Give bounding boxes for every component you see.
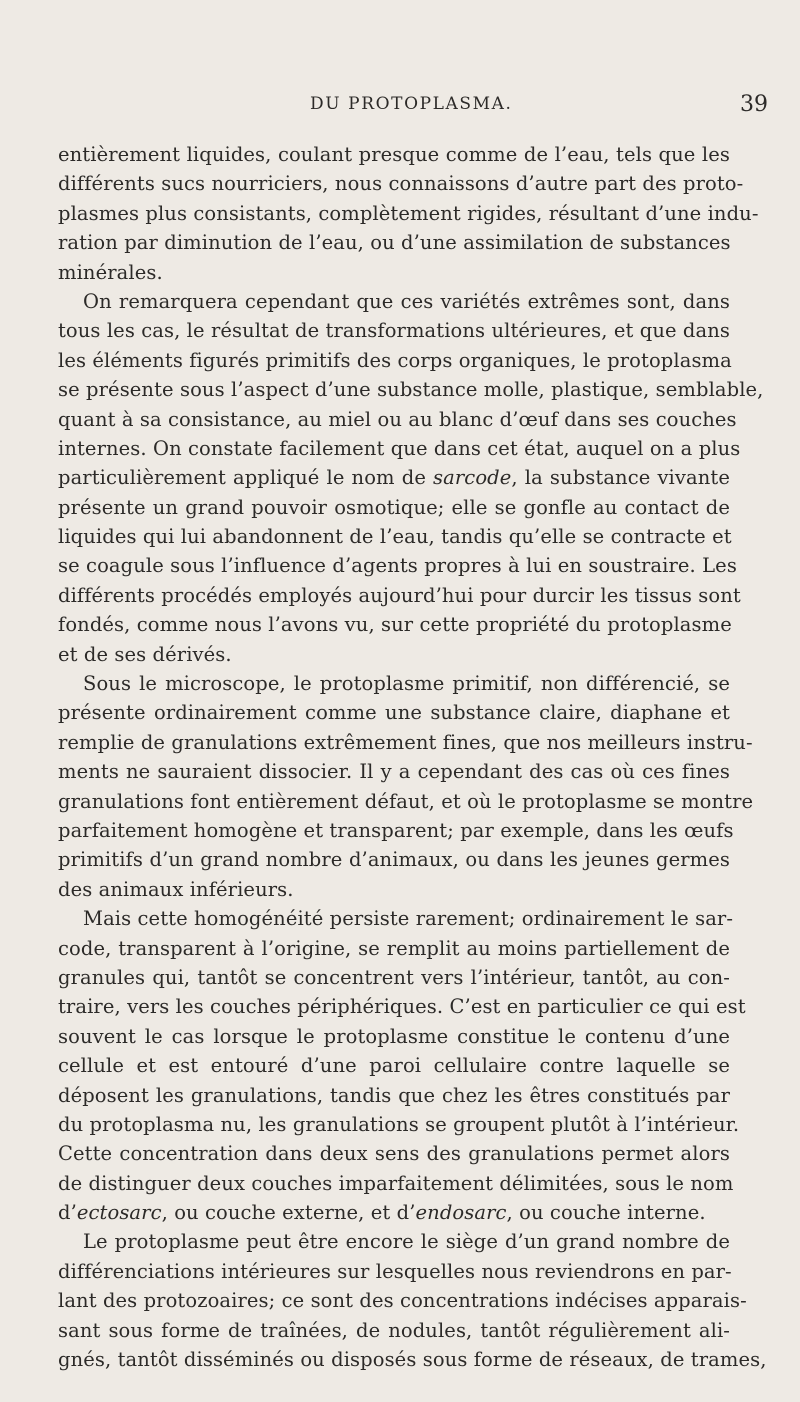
text-line: se présente sous l’aspect d’une substance molle, plastique, semblable, [58, 378, 764, 402]
text-line: parfaitement homogène et transparent; par exemple, dans les œufs [58, 818, 734, 842]
italic-term-sarcode: sarcode [433, 466, 512, 490]
text-line: différenciations intérieures sur lesquelles nous reviendrons en par- [58, 1259, 732, 1283]
text-line: quant à sa consistance, au miel ou au blanc d’œuf dans ses couches [58, 407, 737, 431]
text-line-with-italic [58, 463, 730, 492]
text-line: lant des protozoaires; ce sont des concentrations indécises apparais- [58, 1289, 747, 1313]
text-line: différents sucs nourriciers, nous connaissons d’autre part des proto- [58, 172, 744, 196]
text-line: granules qui, tantôt se concentrent vers l’intérieur, tantôt, au con- [58, 965, 730, 989]
text-line: gnés, tantôt disséminés ou disposés sous forme de réseaux, de trames, [58, 1348, 767, 1372]
text-line: traire, vers les couches périphériques. C’est en particulier ce qui est [58, 995, 746, 1019]
text-line: déposent les granulations, tandis que chez les êtres constitués par [58, 1083, 730, 1107]
paragraph-1 [58, 140, 759, 287]
text-line: Cette concentration dans deux sens des granulations permet alors [58, 1142, 730, 1166]
body-text [58, 140, 767, 1374]
text-line: primitifs d’un grand nombre d’animaux, ou dans les jeunes germes [58, 848, 730, 872]
text-line: et de ses dérivés. [58, 642, 232, 666]
text-line: ration par diminution de l’eau, ou d’une assimilation de substances [58, 231, 731, 255]
text-line: entièrement liquides, coulant presque comme de l’eau, tels que les [58, 143, 730, 166]
italic-term-endosarc: endosarc [415, 1201, 507, 1225]
text-line-with-italic [58, 1198, 730, 1227]
text-line: les éléments figurés primitifs des corps organiques, le protoplasma [58, 348, 732, 372]
text-line: remplie de granulations extrêmement fines, que nos meilleurs instru- [58, 730, 753, 754]
text-line: ments ne sauraient dissocier. Il y a cependant des cas où ces fines [58, 760, 730, 784]
line-text: d’ [58, 1201, 77, 1225]
paragraph-4 [58, 904, 746, 1227]
page-number: 39 [740, 92, 768, 117]
running-title: DU PROTOPLASMA. [310, 94, 513, 114]
text-line: différents procédés employés aujourd’hui pour durcir les tissus sont [58, 583, 741, 607]
paragraph-2 [58, 287, 764, 669]
running-header [0, 92, 800, 122]
text-line: code, transparent à l’origine, se remplit au moins partiellement de [58, 936, 730, 960]
text-line: souvent le cas lorsque le protoplasme constitue le contenu d’une [58, 1024, 730, 1048]
line-text: , la substance vivante [511, 466, 730, 490]
text-line: Mais cette homogénéité persiste rarement; ordinairement le sar- [83, 907, 734, 931]
italic-term-ectosarc: ectosarc [76, 1201, 162, 1225]
text-line: présente ordinairement comme une substance claire, diaphane et [58, 701, 730, 725]
text-line: minérales. [58, 260, 163, 284]
text-line: sant sous forme de traînées, de nodules, tantôt régulièrement ali- [58, 1318, 730, 1342]
text-line: internes. On constate facilement que dans cet état, auquel on a plus [58, 436, 741, 460]
paragraph-3 [58, 669, 754, 904]
text-line: Le protoplasme peut être encore le siège d’un grand nombre de [83, 1230, 730, 1254]
text-line: du protoplasma nu, les granulations se groupent plutôt à l’intérieur. [58, 1112, 740, 1136]
text-line: On remarquera cependant que ces variétés extrêmes sont, dans [83, 289, 730, 313]
text-line: présente un grand pouvoir osmotique; elle se gonfle au contact de [58, 495, 730, 519]
text-line: de distinguer deux couches imparfaitement délimitées, sous le nom [58, 1171, 734, 1195]
paragraph-5 [58, 1227, 767, 1374]
text-line: fondés, comme nous l’avons vu, sur cette propriété du protoplasme [58, 613, 732, 637]
line-text: , ou couche interne. [506, 1201, 706, 1225]
text-line: des animaux inférieurs. [58, 877, 294, 901]
text-line: liquides qui lui abandonnent de l’eau, tandis qu’elle se contracte et [58, 525, 732, 549]
text-line: se coagule sous l’influence d’agents propres à lui en soustraire. Les [58, 554, 737, 578]
text-line: cellule et est entouré d’une paroi cellulaire contre laquelle se [58, 1054, 730, 1078]
text-line: Sous le microscope, le protoplasme primitif, non différencié, se [83, 672, 730, 696]
text-line: plasmes plus consistants, complètement rigides, résultant d’une indu- [58, 201, 759, 225]
line-text: , ou couche externe, et d’ [161, 1201, 416, 1225]
text-line: granulations font entièrement défaut, et où le protoplasme se montre [58, 789, 754, 813]
line-text: particulièrement appliqué le nom de [58, 466, 434, 490]
text-line: tous les cas, le résultat de transformations ultérieures, et que dans [58, 319, 730, 343]
